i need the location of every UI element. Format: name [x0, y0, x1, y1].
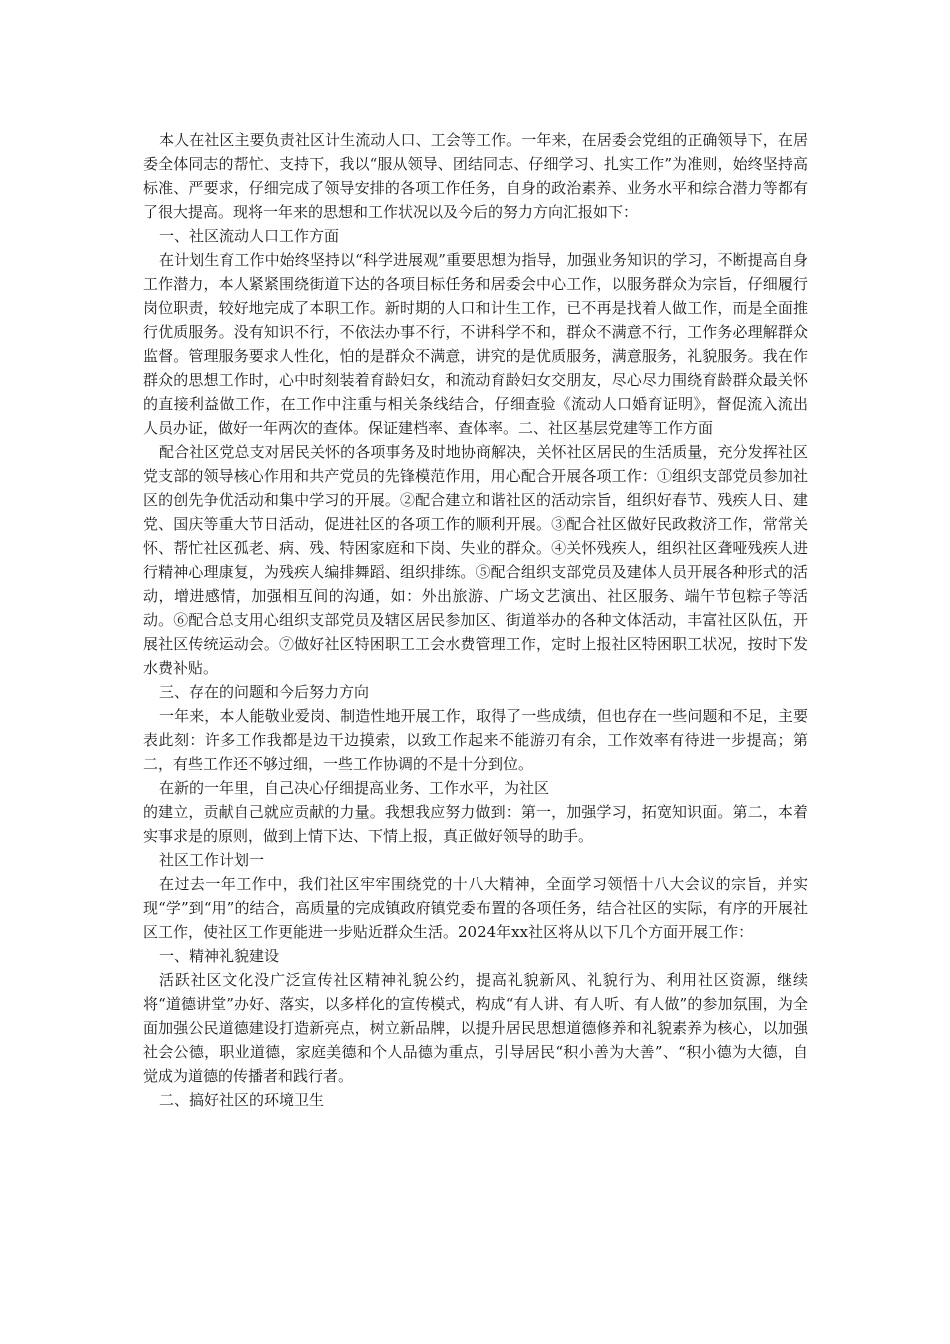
paragraph-family-planning: 在计划生育工作中始终坚持以“科学进展观”重要思想为指导，加强业务知识的学习，不断提高自身工作潜力，本人紧紧围绕街道下达的各项目标任务和居委会中心工作，以服务群众为宗旨，仔细履行岗位职责，较好地完成了本职工作。新时期的人口和计生工作，已不再是找着人做工作，而是全面推行优质服务。没有知识不行，不依法办事不行，不讲科学不和，群众不满意不行，工作务必理解群众监督。管理服务要求人性化，怕的是群众不满意，讲究的是优质服务，满意服务，礼貌服务。我在作群众的思想工作时，心中时刻装着育龄妇女，和流动育龄妇女交朋友，尽心尽力围绕育龄群众最关怀的直接利益做工作，在工作中注重与相关条线结合，仔细查验《流动人口婚育证明》，督促流入流出人员办证，做好一年两次的查体。保证建档率、查体率。二、社区基层党建等工作方面 — [143, 251, 808, 437]
section-heading-problems: 三、存在的问题和今后努力方向 — [159, 683, 370, 701]
paragraph-culture: 活跃社区文化没广泛宣传社区精神礼貌公约，提高礼貌新风、礼貌行为、利用社区资源，继续将“道德讲堂”办好、落实，以多样化的宣传模式，构成“有人讲、有人听、有人做”的参加氛围，为全面加强公民道德建设打造新亮点，树立新品牌，以提升居民思想道德修养和礼貌素养为核心，以加强社会公德，职业道德，家庭美德和个人品德为重点，引导居民“积小善为大善”、“积小德为大德，自觉成为道德的传播者和践行者。 — [143, 971, 808, 1085]
paragraph-new-year: 在新的一年里，自己决心仔细提高业务、工作水平，为社区 — [159, 779, 550, 797]
paragraph-party-building: 配合社区党总支对居民关怀的各项事务及时地协商解决，关怀社区居民的生活质量，充分发挥社区党支部的领导核心作用和共产党员的先锋模范作用，用心配合开展各项工作：①组织支部党员参加社区的创先争优活动和集中学习的开展。②配合建立和谐社区的活动宗旨，组织好春节、残疾人日、建党、国庆等重大节日活动，促进社区的各项工作的顺利开展。③配合社区做好民政救济工作，常常关怀、帮忙社区孤老、病、残、特困家庭和下岗、失业的群众。④关怀残疾人，组织社区聋哑残疾人进行精神心理康复，为残疾人编排舞蹈、组织排练。⑤配合组织支部党员及建体人员开展各种形式的活动，增进感情，加强相互间的沟通，如：外出旅游、广场文艺演出、社区服务、端午节包粽子等活动。⑥配合总支用心组织支部党员及辖区居民参加区、街道举办的各种文体活动，丰富社区队伍，开展社区传统运动会。⑦做好社区特困职工工会水费管理工作，定时上报社区特困职工状况，按时下发水费补贴。 — [143, 443, 808, 677]
section-heading-environment: 二、搞好社区的环境卫生 — [159, 1091, 325, 1109]
paragraph-contribution: 的建立，贡献自己就应贡献的力量。我想我应努力做到：第一，加强学习，拓宽知识面。第二，本着实事求是的原则，做到上情下达、下情上报，真正做好领导的助手。 — [143, 803, 808, 845]
section-heading-work-plan: 社区工作计划一 — [159, 851, 265, 869]
section-heading-floating-population: 一、社区流动人口工作方面 — [159, 227, 340, 245]
section-heading-civility: 一、精神礼貌建设 — [159, 947, 280, 965]
paragraph-intro: 本人在社区主要负责社区计生流动人口、工会等工作。一年来，在居委会党组的正确领导下，在居委全体同志的帮忙、支持下，我以“服从领导、团结同志、仔细学习、扎实工作”为准则，始终坚持高标准、严要求，仔细完成了领导安排的各项工作任务，自身的政治素养、业务水平和综合潜力等都有了很大提高。现将一年来的思想和工作状况以及今后的努力方向汇报如下： — [143, 131, 808, 221]
paragraph-past-year: 在过去一年工作中，我们社区牢牢围绕党的十八大精神，全面学习领悟十八大会议的宗旨，并实现“学”到“用”的结合，高质量的完成镇政府镇党委布置的各项任务，结合社区的实际，有序的开展社区工作，使社区工作更能进一步贴近群众生活。2024年xx社区将从以下几个方面开展工作： — [143, 875, 808, 941]
document-body — [143, 128, 808, 1112]
paragraph-problems: 一年来，本人能敬业爱岗、制造性地开展工作，取得了一些成绩，但也存在一些问题和不足，主要表此刻：许多工作我都是边干边摸索，以致工作起来不能游刃有余，工作效率有待进一步提高；第二，有些工作还不够过细，一些工作协调的不是十分到位。 — [143, 707, 808, 773]
